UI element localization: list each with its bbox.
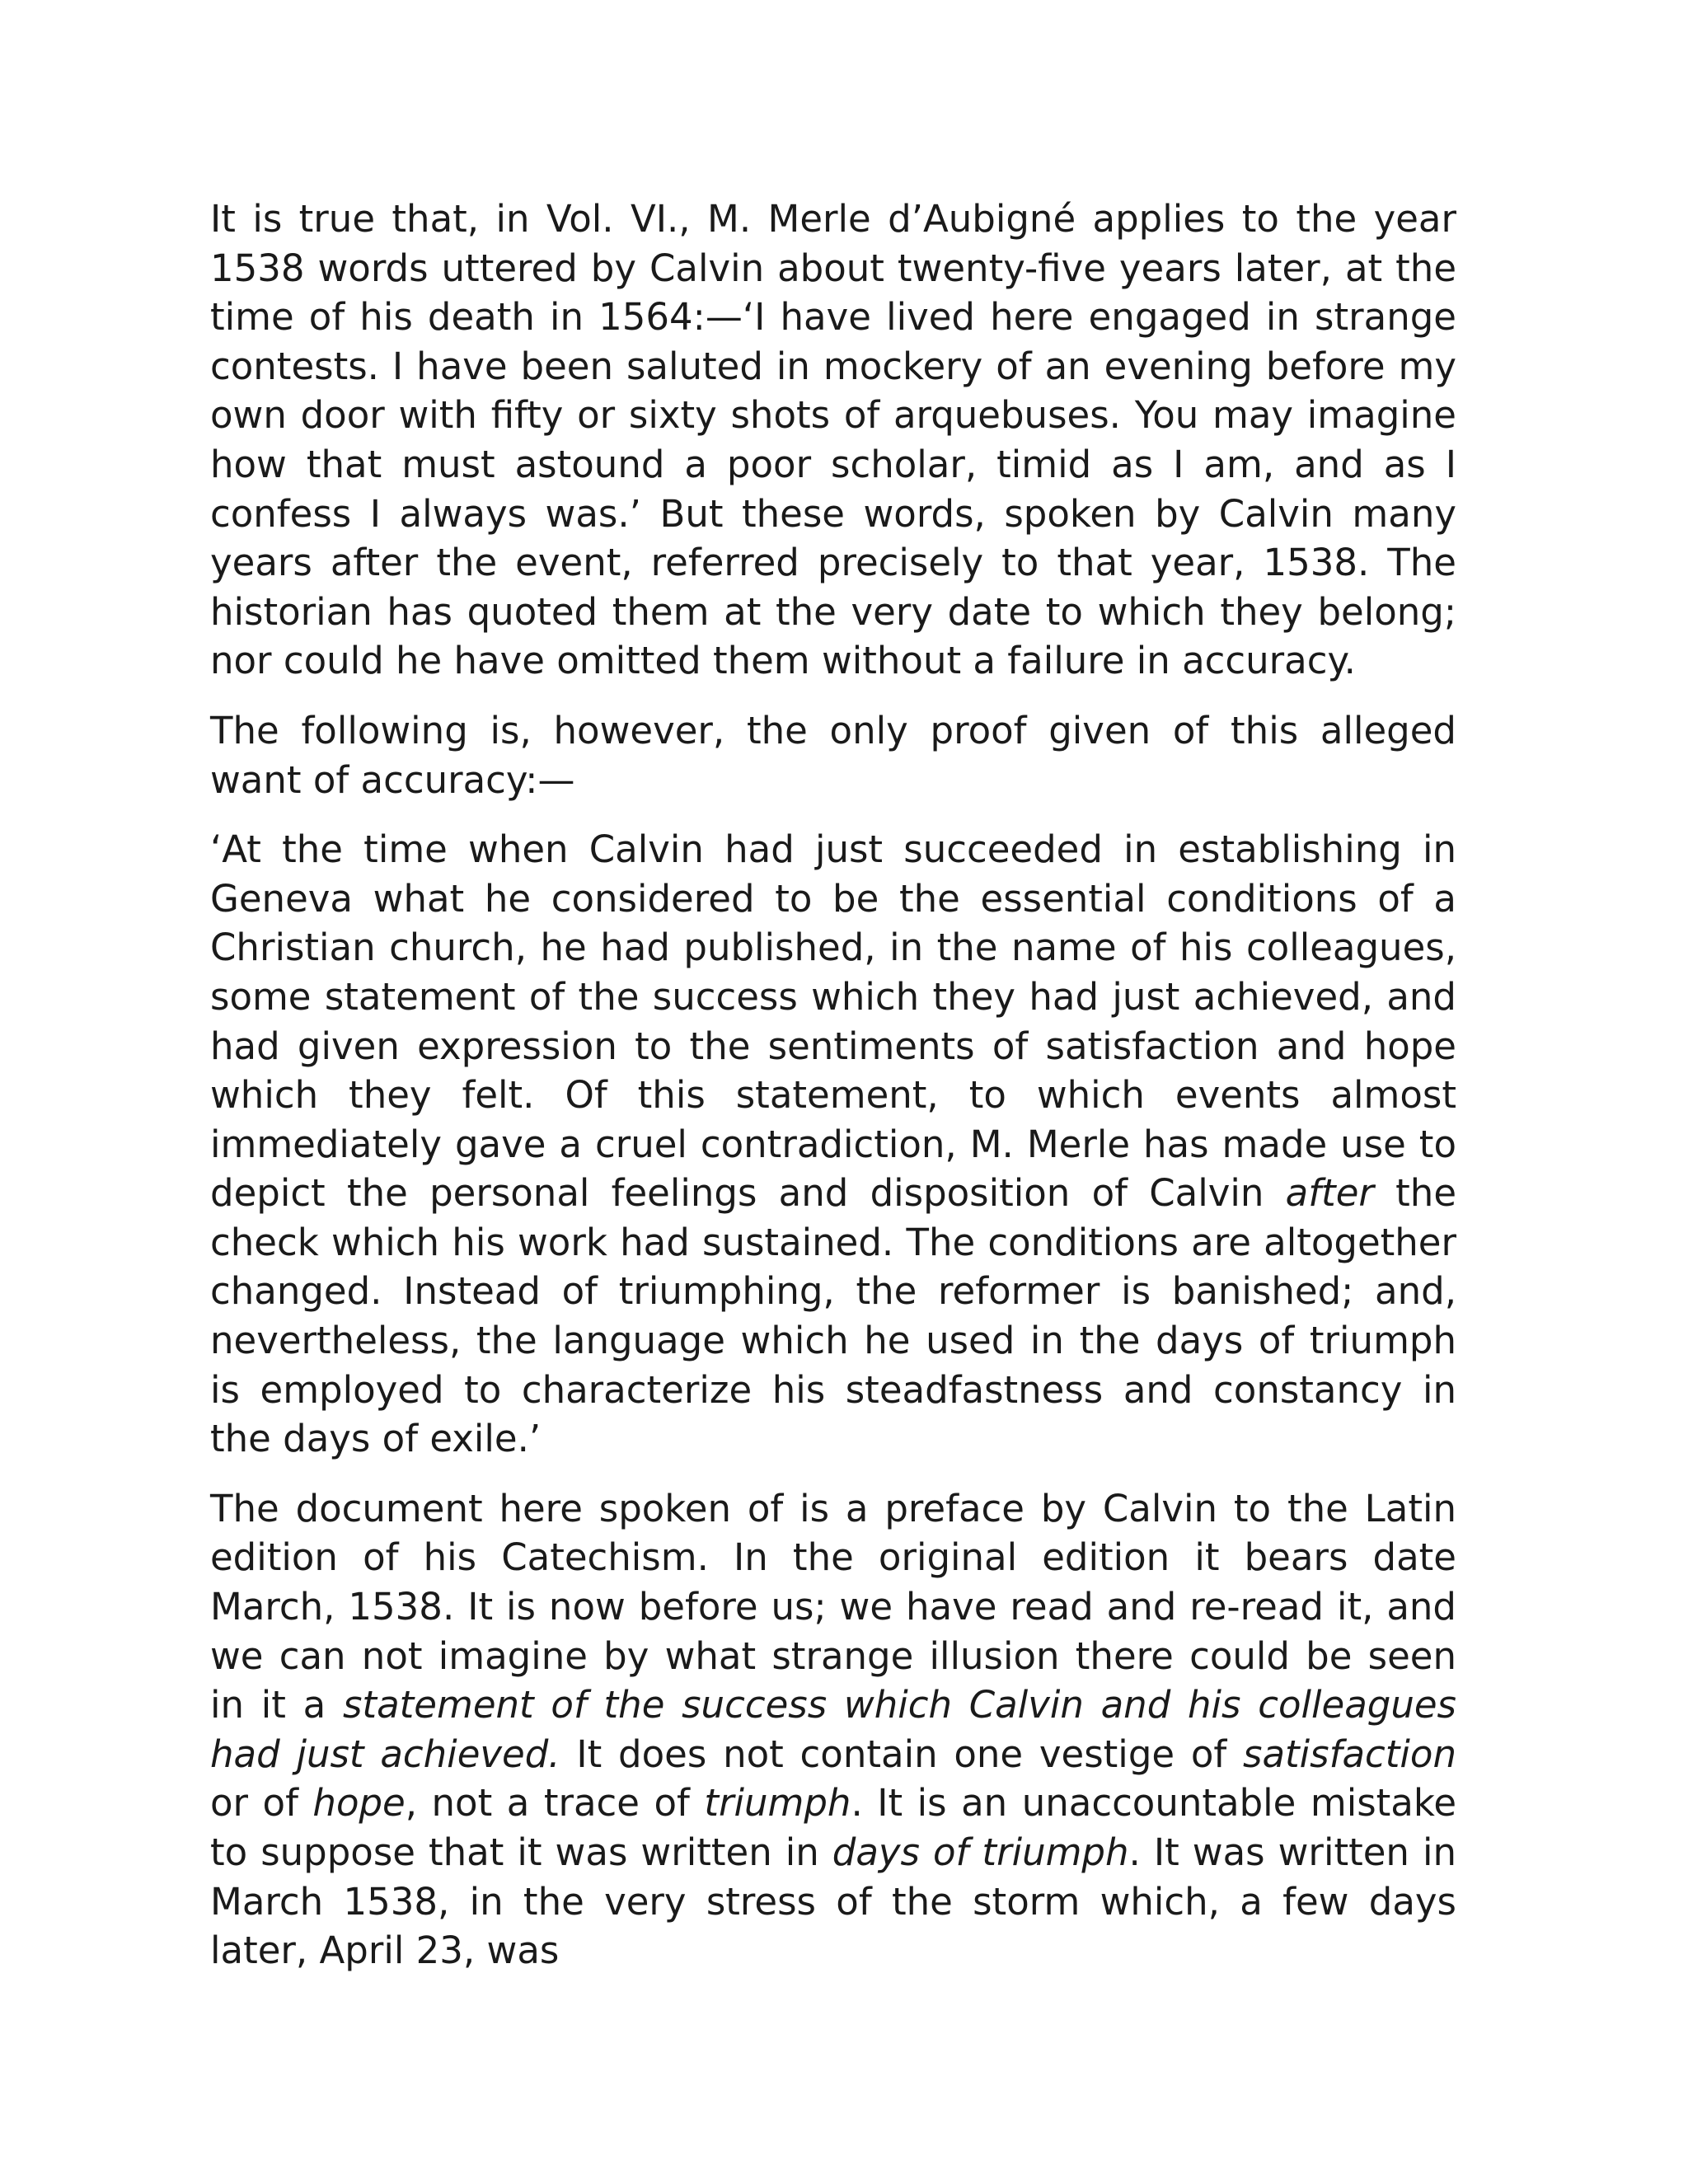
text-run: . It was written in March 1538, in the very stress of the storm which, a few days later, April 23, was [210,1830,1456,1973]
paragraph-3-quotation [210,825,1456,1464]
text-run: It does not contain one vestige of [560,1732,1244,1776]
emphasis-run: satisfaction [1243,1732,1456,1776]
paragraph-1 [210,194,1456,686]
emphasis-run: triumph [704,1781,851,1825]
text-run: The document here spoken of is a preface by Calvin to the Latin edition of his Catechism. In the original edition it bears date March, 1538. It is now before us; we have read and re-read it, and we can not imagine by what strange illusion there could be seen in it a [210,1486,1456,1727]
document-page [210,194,1456,1996]
emphasis-run: days of triumph [832,1830,1129,1874]
emphasis-run: after [1285,1171,1374,1216]
paragraph-2 [210,706,1456,804]
text-run: ‘At the time when Calvin had just succeeded in establishing in Geneva what he considered to be the essential conditions of a Christian church, he had published, in the name of his colleagues, some statement of the success which they had just achieved, and had given expression to the sentiments of satisfaction and hope which they felt. Of this statement, to which events almost immediately gave a cruel contradiction, M. Merle has made use to depict the personal feelings and disposition of Calvin [210,827,1456,1216]
text-run: . It is an unaccountable mistake to suppose that it was written in [210,1781,1456,1874]
emphasis-run: hope [312,1781,406,1825]
text-run: , not a trace of [405,1781,705,1825]
paragraph-4 [210,1484,1456,1975]
text-run: or of [210,1781,313,1825]
emphasis-run: statement of the success which Calvin and his colleagues had just achieved. [210,1683,1456,1776]
text-run: It is true that, in Vol. VI., M. Merle d’Aubigné applies to the year 1538 words uttered by Calvin about twenty-five years later, at the time of his death in 1564:—‘I have lived here engaged in strange contests. I have been saluted in mockery of an evening before my own door with fifty or sixty shots of arquebuses. You may imagine how that must astound a poor scholar, timid as I am, and as I confess I always was.’ But these words, spoken by Calvin many years after the event, referred precisely to that year, 1538. The historian has quoted them at the very date to which they belong; nor could he have omitted them without a failure in accuracy. [210,197,1456,683]
text-run: The following is, however, the only proof given of this alleged want of accuracy:— [210,708,1456,802]
text-run: the check which his work had sustained. The conditions are altogether changed. Instead of triumphing, the reformer is banished; and, nevertheless, the language which he used in the days of triumph is employed to characterize his steadfastness and constancy in the days of exile.’ [210,1171,1456,1461]
